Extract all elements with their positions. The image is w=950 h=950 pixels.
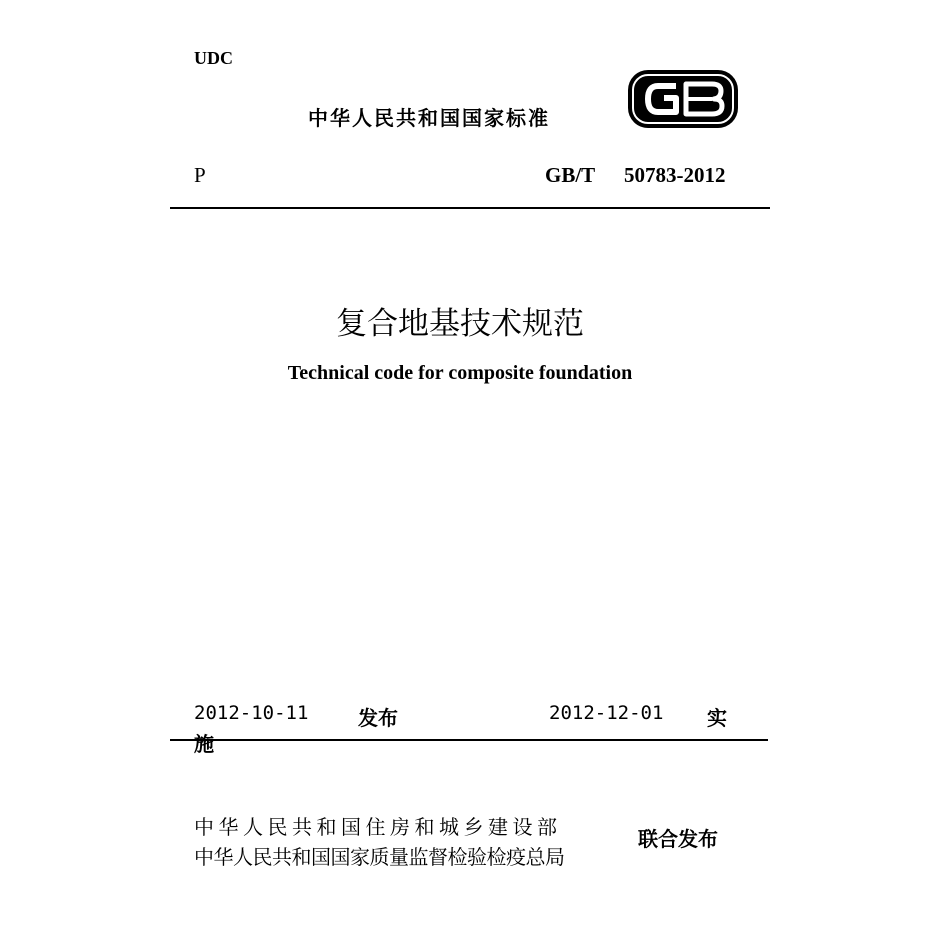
header-divider — [170, 207, 770, 209]
joint-issue-label: 联合发布 — [638, 827, 718, 851]
document-title-english: Technical code for composite foundation — [287, 362, 633, 384]
gb-logo — [626, 68, 740, 130]
standard-type-title: 中华人民共和国国家标准 — [308, 106, 550, 130]
authority-line-1: 中华人民共和国住房和城乡建设部 — [194, 815, 562, 839]
classification-code: P — [194, 163, 206, 187]
issue-date: 2012-10-11 — [194, 702, 309, 724]
standard-prefix: GB/T — [545, 163, 596, 187]
document-title-chinese: 复合地基技术规范 — [336, 306, 584, 342]
effective-date: 2012-12-01 — [549, 702, 664, 724]
footer-divider — [170, 739, 768, 741]
standard-number: 50783-2012 — [624, 163, 726, 187]
issue-label: 发布 — [358, 706, 398, 730]
effective-label-part1: 实 — [707, 706, 727, 730]
effective-label-part2: 施 — [194, 732, 214, 756]
udc-label: UDC — [194, 48, 233, 68]
authority-line-2: 中华人民共和国国家质量监督检验检疫总局 — [194, 845, 565, 869]
